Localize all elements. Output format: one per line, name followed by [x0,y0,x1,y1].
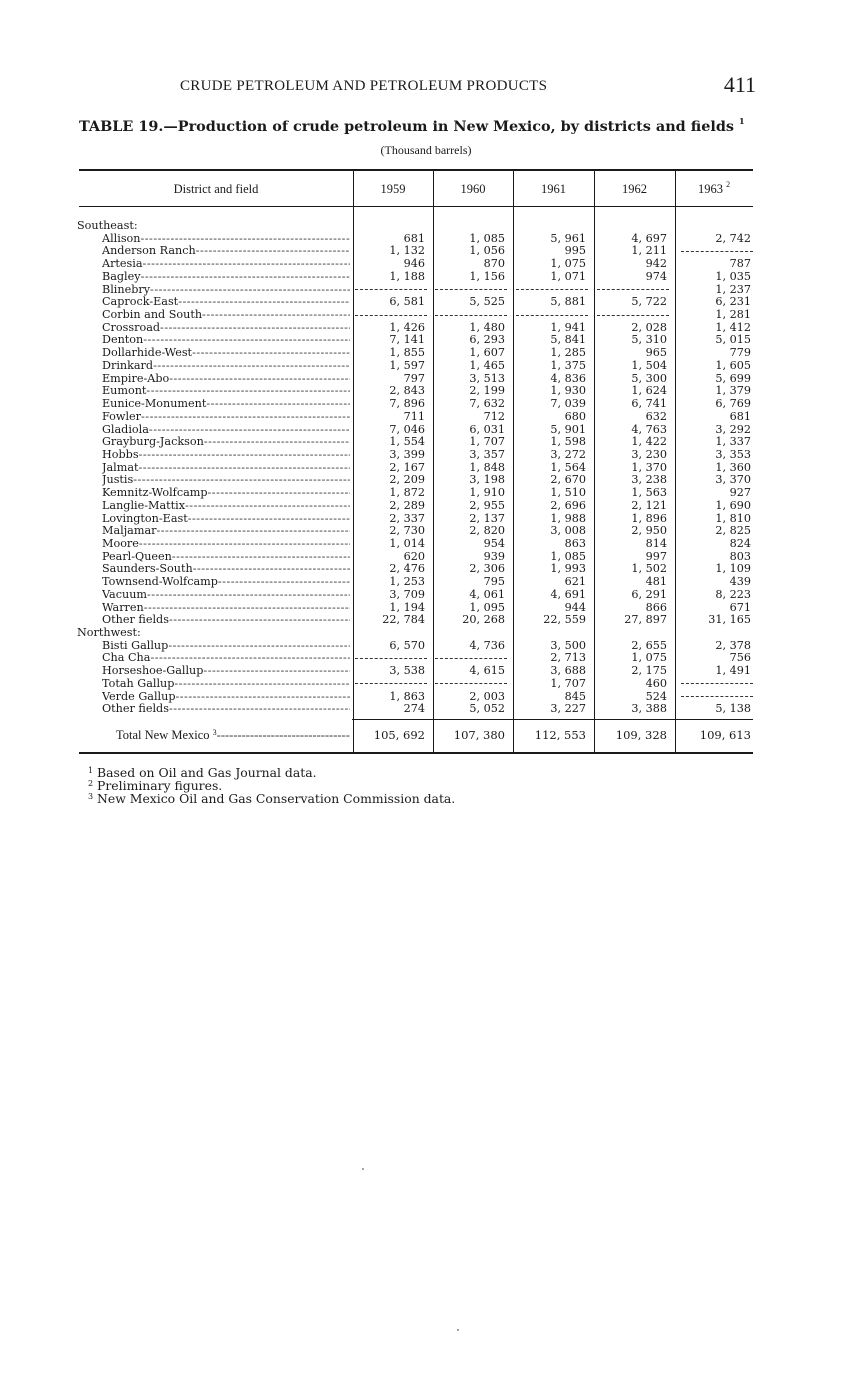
cell-value: 2, 289 [389,498,425,512]
cell-value: 3, 357 [469,447,505,461]
field-name: Maljamar ----- [102,525,350,538]
cell-value: 4, 836 [550,371,586,385]
cell-value: 1, 855 [389,346,425,360]
cell-value: 3, 353 [715,447,751,461]
cell-value: 1, 071 [550,269,586,283]
dash-leader [516,289,588,290]
cell-value: 2, 209 [389,473,425,487]
cell-value: 6, 293 [469,333,505,347]
table-row [0,563,852,576]
cell-value: 2, 730 [389,524,425,538]
cell-value: 942 [645,257,667,271]
cell-value: 460 [645,676,667,690]
cell-value: 1, 085 [469,231,505,245]
cell-value: 927 [729,486,751,500]
table-row [0,233,852,246]
cell-value: 1, 930 [550,384,586,398]
field-name: Horseshoe-Gallup ----- [102,665,350,678]
cell-value: 6, 031 [469,422,505,436]
cell-value: 2, 670 [550,473,586,487]
scan-speck [457,1329,459,1331]
cell-value: 1, 598 [550,435,586,449]
cell-value: 2, 003 [469,689,505,703]
dash-leader [355,658,427,659]
total-value: 112, 553 [534,728,586,742]
cell-value: 632 [645,409,667,423]
dash-leader [435,658,507,659]
cell-value: 7, 896 [389,397,425,411]
cell-value: 1, 624 [631,384,667,398]
field-name: Artesia ----- [102,258,350,271]
cell-value: 1, 132 [389,244,425,258]
field-name: Drinkard ----- [102,360,350,373]
cell-value: 4, 697 [631,231,667,245]
cell-value: 974 [645,269,667,283]
table-row [0,309,852,322]
cell-value: 1, 504 [631,358,667,372]
footnote-text: Based on Oil and Gas Journal data. [97,765,317,780]
cell-value: 1, 109 [715,562,751,576]
cell-value: 1, 597 [389,358,425,372]
cell-value: 621 [564,575,586,589]
field-name: Hobbs ----- [102,449,350,462]
total-label-text: Total New Mexico [116,728,210,742]
cell-value: 1, 993 [550,562,586,576]
field-name: Other fields ----- [102,614,350,627]
footnote [88,792,455,805]
empty-cell-dash [681,678,751,691]
cell-value: 2, 378 [715,638,751,652]
field-name: Caprock-East ----- [102,296,350,309]
cell-value: 779 [729,346,751,360]
column-header-year [675,182,753,197]
table-row [0,449,852,462]
cell-value: 712 [483,409,505,423]
cell-value: 2, 306 [469,562,505,576]
cell-value: 20, 268 [462,613,505,627]
cell-value: 1, 412 [715,320,751,334]
field-name: Other fields ----- [102,703,350,716]
cell-value: 4, 061 [469,587,505,601]
scan-speck [362,1168,364,1170]
cell-value: 2, 950 [631,524,667,538]
cell-value: 1, 510 [550,486,586,500]
cell-value: 2, 713 [550,651,586,665]
cell-value: 6, 581 [389,295,425,309]
cell-value: 1, 056 [469,244,505,258]
cell-value: 2, 199 [469,384,505,398]
empty-cell-dash [355,678,425,691]
cell-value: 2, 121 [631,498,667,512]
table-title-text: TABLE 19.—Production of crude petroleum in New Mexico, by districts and fields [79,118,734,135]
dash-leader [681,683,753,684]
footnotes [88,766,455,805]
cell-value: 1, 370 [631,460,667,474]
cell-value: 4, 736 [469,638,505,652]
cell-value: 1, 872 [389,486,425,500]
cell-value: 1, 563 [631,486,667,500]
field-name: Blinebry ----- [102,284,350,297]
total-footnote-mark: 3 [212,728,217,737]
field-name: Justis ----- [102,474,350,487]
cell-value: 824 [729,537,751,550]
cell-value: 671 [729,600,751,614]
cell-value: 1, 375 [550,358,586,372]
table-subtitle: (Thousand barrels) [380,143,472,157]
cell-value: 5, 138 [715,702,751,716]
column-header-stub: District and field [173,182,259,196]
field-name: Jalmat ----- [102,462,350,475]
field-name: Crossroad ----- [102,322,350,335]
cell-value: 7, 141 [389,333,425,347]
cell-value: 3, 238 [631,473,667,487]
cell-value: 1, 281 [715,308,751,322]
cell-value: 3, 370 [715,473,751,487]
cell-value: 3, 399 [389,447,425,461]
dash-leader [355,683,427,684]
field-name: Saunders-South ----- [102,563,350,576]
cell-value: 787 [729,257,751,271]
group-label: Southeast: [77,219,138,232]
cell-value: 1, 285 [550,346,586,360]
table-row [0,538,852,551]
cell-value: 2, 137 [469,511,505,525]
table-row [0,360,852,373]
cell-value: 2, 028 [631,320,667,334]
table-row [0,487,852,500]
field-name: Lovington-East ----- [102,513,350,526]
total-top-rule [352,719,753,720]
cell-value: 8, 223 [715,587,751,601]
table-row [0,640,852,653]
cell-value: 803 [729,549,751,563]
field-name: Bagley ----- [102,271,350,284]
table-row [0,589,852,602]
field-name: Pearl-Queen ----- [102,551,350,564]
field-name: Denton ----- [102,334,350,347]
cell-value: 1, 564 [550,460,586,474]
field-name: Bisti Gallup ----- [102,640,350,653]
column-header-footnote-mark: 2 [726,180,731,189]
table-row [0,245,852,258]
table-top-rule [79,169,753,171]
cell-value: 1, 941 [550,320,586,334]
total-label [116,728,350,742]
field-name: Warren ----- [102,602,350,615]
cell-value: 997 [645,549,667,563]
cell-value: 1, 707 [550,676,586,690]
total-value: 109, 613 [699,728,751,742]
field-name: Gladiola ----- [102,424,350,437]
cell-value: 711 [403,409,425,423]
dash-leader [355,315,427,316]
column-header-year-label: 1963 [697,182,723,196]
field-name: Allison ----- [102,233,350,246]
cell-value: 795 [483,575,505,589]
total-value: 107, 380 [453,728,505,742]
table-bottom-rule [79,752,753,754]
cell-value: 3, 198 [469,473,505,487]
cell-value: 2, 742 [715,231,751,245]
cell-value: 3, 272 [550,447,586,461]
cell-value: 1, 211 [631,244,667,258]
cell-value: 3, 538 [389,664,425,678]
field-name: Verde Gallup ----- [102,691,350,704]
footnote-mark: 3 [88,792,94,801]
cell-value: 1, 014 [389,537,425,550]
cell-value: 1, 422 [631,435,667,449]
table-row [0,271,852,284]
table-title-footnote-mark: 1 [739,116,745,126]
cell-value: 620 [403,549,425,563]
cell-value: 3, 388 [631,702,667,716]
cell-value: 1, 690 [715,498,751,512]
cell-value: 1, 896 [631,511,667,525]
cell-value: 2, 955 [469,498,505,512]
cell-value: 3, 500 [550,638,586,652]
footnote-text: New Mexico Oil and Gas Conservation Commission data. [97,791,456,806]
field-name: Cha Cha ----- [102,652,350,665]
cell-value: 7, 046 [389,422,425,436]
cell-value: 4, 691 [550,587,586,601]
dash-leader [435,683,507,684]
cell-value: 6, 741 [631,397,667,411]
field-name: Langlie-Mattix ----- [102,500,350,513]
cell-value: 22, 559 [543,613,586,627]
cell-value: 7, 039 [550,397,586,411]
footnote-mark: 1 [88,766,94,775]
cell-value: 1, 253 [389,575,425,589]
group-row [0,627,852,640]
table-row [0,398,852,411]
cell-value: 2, 167 [389,460,425,474]
dash-leader [435,315,507,316]
dash-leader [435,289,507,290]
cell-value: 3, 709 [389,587,425,601]
cell-value: 1, 848 [469,460,505,474]
cell-value: 1, 379 [715,384,751,398]
cell-value: 1, 465 [469,358,505,372]
cell-value: 22, 784 [382,613,425,627]
cell-value: 6, 291 [631,587,667,601]
dash-leader [597,289,669,290]
cell-value: 5, 052 [469,702,505,716]
cell-value: 439 [729,575,751,589]
cell-value: 814 [645,537,667,550]
cell-value: 1, 075 [631,651,667,665]
cell-value: 7, 632 [469,397,505,411]
cell-value: 681 [729,409,751,423]
dash-leader [355,289,427,290]
cell-value: 1, 337 [715,435,751,449]
cell-value: 1, 156 [469,269,505,283]
cell-value: 5, 722 [631,295,667,309]
cell-value: 1, 360 [715,460,751,474]
column-header-year: 1959 [380,182,406,196]
cell-value: 524 [645,689,667,703]
cell-value: 1, 554 [389,435,425,449]
cell-value: 274 [403,702,425,716]
cell-value: 2, 175 [631,664,667,678]
cell-value: 5, 015 [715,333,751,347]
cell-value: 1, 075 [550,257,586,271]
header-bottom-rule [79,206,753,207]
cell-value: 995 [564,244,586,258]
table-row [0,474,852,487]
cell-value: 5, 300 [631,371,667,385]
cell-value: 756 [729,651,751,665]
cell-value: 2, 843 [389,384,425,398]
table-row [0,665,852,678]
field-name: Corbin and South ----- [102,309,350,322]
cell-value: 1, 988 [550,511,586,525]
cell-value: 1, 605 [715,358,751,372]
cell-value: 27, 897 [624,613,667,627]
empty-cell-dash [435,678,505,691]
cell-value: 845 [564,689,586,703]
cell-value: 1, 910 [469,486,505,500]
cell-value: 5, 901 [550,422,586,436]
group-row [0,220,852,233]
field-name: Fowler ----- [102,411,350,424]
cell-value: 1, 237 [715,282,751,296]
cell-value: 1, 426 [389,320,425,334]
cell-value: 3, 008 [550,524,586,538]
cell-value: 3, 230 [631,447,667,461]
cell-value: 2, 696 [550,498,586,512]
cell-value: 1, 085 [550,549,586,563]
field-name: Empire-Abo ----- [102,373,350,386]
cell-value: 680 [564,409,586,423]
cell-value: 866 [645,600,667,614]
dash-leader [681,696,753,697]
cell-value: 3, 292 [715,422,751,436]
dash-leader [597,315,669,316]
cell-value: 4, 763 [631,422,667,436]
footnote-mark: 2 [88,779,94,788]
table-row [0,500,852,513]
field-name: Moore ----- [102,538,350,551]
table-row [0,258,852,271]
cell-value: 1, 035 [715,269,751,283]
dash-leader [516,315,588,316]
empty-cell-dash [597,309,667,322]
cell-value: 31, 165 [708,613,751,627]
field-name: Eumont ----- [102,385,350,398]
cell-value: 3, 688 [550,664,586,678]
cell-value: 1, 095 [469,600,505,614]
cell-value: 4, 615 [469,664,505,678]
cell-value: 6, 570 [389,638,425,652]
cell-value: 965 [645,346,667,360]
cell-value: 481 [645,575,667,589]
cell-value: 797 [403,371,425,385]
column-header-year: 1961 [541,182,566,196]
cell-value: 5, 841 [550,333,586,347]
cell-value: 863 [564,537,586,550]
column-header-year: 1962 [622,182,647,196]
field-name: Totah Gallup ----- [102,678,350,691]
cell-value: 1, 810 [715,511,751,525]
cell-value: 1, 607 [469,346,505,360]
page-number: 411 [723,72,756,97]
field-name: Eunice-Monument ----- [102,398,350,411]
cell-value: 5, 525 [469,295,505,309]
cell-value: 2, 820 [469,524,505,538]
table-row [0,525,852,538]
running-title: CRUDE PETROLEUM AND PETROLEUM PRODUCTS [180,78,548,94]
cell-value: 2, 655 [631,638,667,652]
table-row [0,703,852,716]
cell-value: 2, 476 [389,562,425,576]
cell-value: 954 [483,537,505,550]
cell-value: 1, 480 [469,320,505,334]
cell-value: 3, 227 [550,702,586,716]
field-name: Anderson Ranch ----- [102,245,350,258]
cell-value: 2, 337 [389,511,425,525]
table-row [0,678,852,691]
cell-value: 2, 825 [715,524,751,538]
field-name: Townsend-Wolfcamp ----- [102,576,350,589]
empty-cell-dash [435,309,505,322]
empty-cell-dash [516,309,586,322]
cell-value: 944 [564,600,586,614]
table-title [79,118,779,135]
total-value: 105, 692 [373,728,425,742]
total-row [0,728,852,742]
total-value: 109, 328 [615,728,667,742]
table-row [0,347,852,360]
cell-value: 5, 961 [550,231,586,245]
table-row [0,576,852,589]
cell-value: 1, 491 [715,664,751,678]
field-name: Kemnitz-Wolfcamp ----- [102,487,350,500]
dash-leader [681,251,753,252]
cell-value: 870 [483,257,505,271]
field-name: Grayburg-Jackson ----- [102,436,350,449]
cell-value: 6, 769 [715,397,751,411]
cell-value: 3, 513 [469,371,505,385]
cell-value: 5, 310 [631,333,667,347]
cell-value: 681 [403,231,425,245]
cell-value: 5, 881 [550,295,586,309]
cell-value: 1, 188 [389,269,425,283]
field-name: Vacuum ----- [102,589,350,602]
cell-value: 5, 699 [715,371,751,385]
cell-value: 6, 231 [715,295,751,309]
table-row [0,334,852,347]
table-row [0,411,852,424]
group-label: Northwest: [77,626,141,640]
cell-value: 1, 707 [469,435,505,449]
cell-value: 1, 194 [389,600,425,614]
footnote-text: Preliminary figures. [97,778,223,793]
cell-value: 1, 863 [389,689,425,703]
field-name: Dollarhide-West ----- [102,347,350,360]
empty-cell-dash [355,309,425,322]
column-header-year: 1960 [460,182,486,196]
cell-value: 939 [483,549,505,563]
cell-value: 1, 502 [631,562,667,576]
cell-value: 946 [403,257,425,271]
